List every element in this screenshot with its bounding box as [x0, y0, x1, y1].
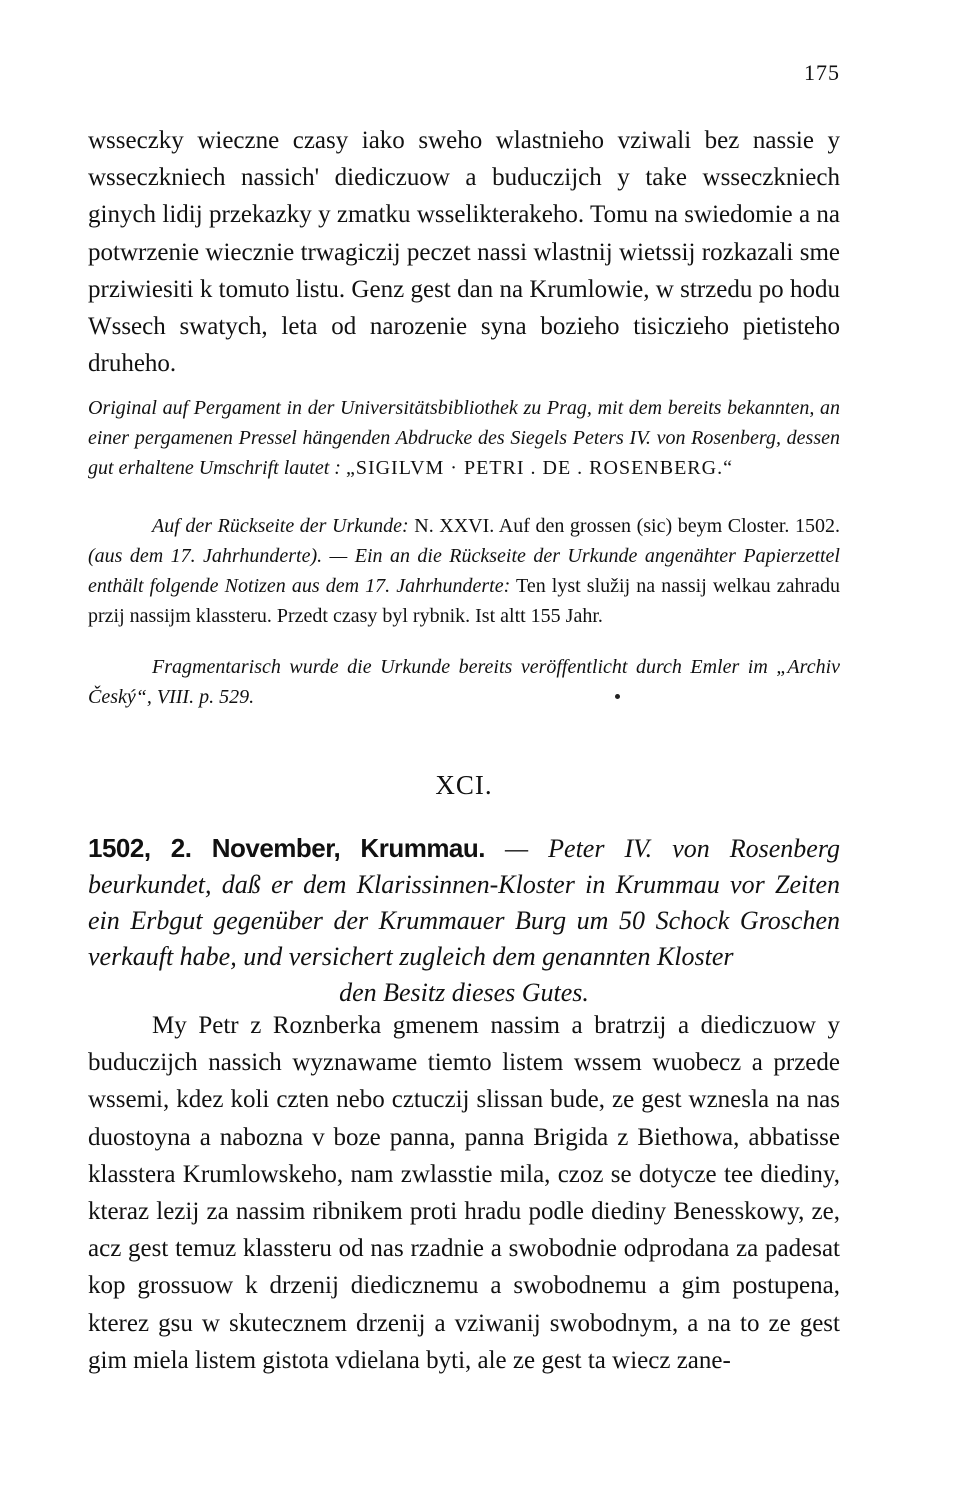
document-date-place: 1502, 2. November, Krummau.: [88, 833, 485, 863]
page: [88, 60, 840, 1460]
page-number: 175: [804, 60, 840, 85]
document-number: XCI.: [435, 770, 493, 800]
paper-slip-inscription: Ten lyst služij na nassij welkau zahradu przij nassijm klassteru. Przedt czasy byl rybnik. Ist altt 155 Jahr.: [88, 575, 841, 627]
publication-note: Fragmentarisch wurde die Urkunde bereits veröffentlicht durch Emler im „Archiv Český“, VIII. p. 529.: [88, 656, 840, 708]
seal-inscription: „SIGILVM · PETRI . DE . ROSENBERG.“: [345, 457, 733, 479]
archival-note: [88, 393, 840, 483]
regest-last-line: den Besitz dieses Gutes.: [339, 978, 589, 1007]
ink-speck: [615, 694, 620, 699]
charter-text-continuation: wsseczky wieczne czasy iako sweho wlastnieho vziwali bez nassie y wsseczkniech nassich' diediczuow a buduczijch y take wsseczkniech ginych lidij przekazky y zmatku wsselikterakeho. Tomu na swiedomie a na potwrzenie wiecznie trwagiczij peczet nassi wlastnij wietssij rozkazali sme prziwiesiti k tomuto listu. Genz gest dan na Krumlowie, w strzedu po hodu Wssech swatych, leta od narozenie syna bozieho tisiczieho pietisteho druheho.: [88, 127, 840, 378]
archival-note-text: Original auf Pergament in der Universitätsbibliothek zu Prag, mit dem bereits bekannten, an einer pergamenen Pressel hängenden Abdrucke des Siegels Peters IV. von Rosenberg, dessen gut erhaltene Umschrift lautet :: [88, 397, 840, 479]
reverse-side-inscription: N. XXVI. Auf den grossen (sic) beym Closter. 1502.: [408, 515, 840, 537]
reverse-side-label: Auf der Rückseite der Urkunde:: [152, 515, 409, 537]
paper-slip-label: (aus dem 17. Jahrhunderte). — Ein an die Rückseite der Urkunde angenähter Papierzettel enthält folgende Notizen aus dem 17. Jahrhunderte:: [88, 545, 840, 597]
charter-text: My Petr z Roznberka gmenem nassim a bratrzij a diediczuow y buduczijch nassich wyznawame tiemto listem wssem wuobecz a przede wssemi, kdez koli czten nebo cztuczij slissan bude, ze gest wznesla na nas duostoyna a nabozna v boze panna, panna Brigida z Biethowa, abbatisse klasstera Krumlowskeho, nam zwlasstie mila, czoz se dotycze tee diediny, kteraz lezij za nassim ribnikem proti hradu podle diediny Benesskowy, ze, acz gest temuz klassteru od nas rzadnie a swobodnie odprodana za padesat kop grossuow k drzenij diedicznemu a swobodnemu a gim postupena, kterez gsu w skutecznem drzenij a vziwanij swobodnym, a na to ze gest gim miela listem gistota vdielana byti, ale ze gest ta wiecz zane-: [88, 1012, 840, 1374]
regest-text: — Peter IV. von Rosenberg beurkundet, daß er dem Klarissinnen-Kloster in Krummau vor Zeiten ein Erbgut gegenüber der Krummauer Burg um 50 Schock Groschen verkauft habe, und versichert zugleich dem genannten Kloster: [88, 834, 840, 971]
document-regest: [88, 830, 840, 1011]
reverse-side-note: [88, 511, 840, 631]
